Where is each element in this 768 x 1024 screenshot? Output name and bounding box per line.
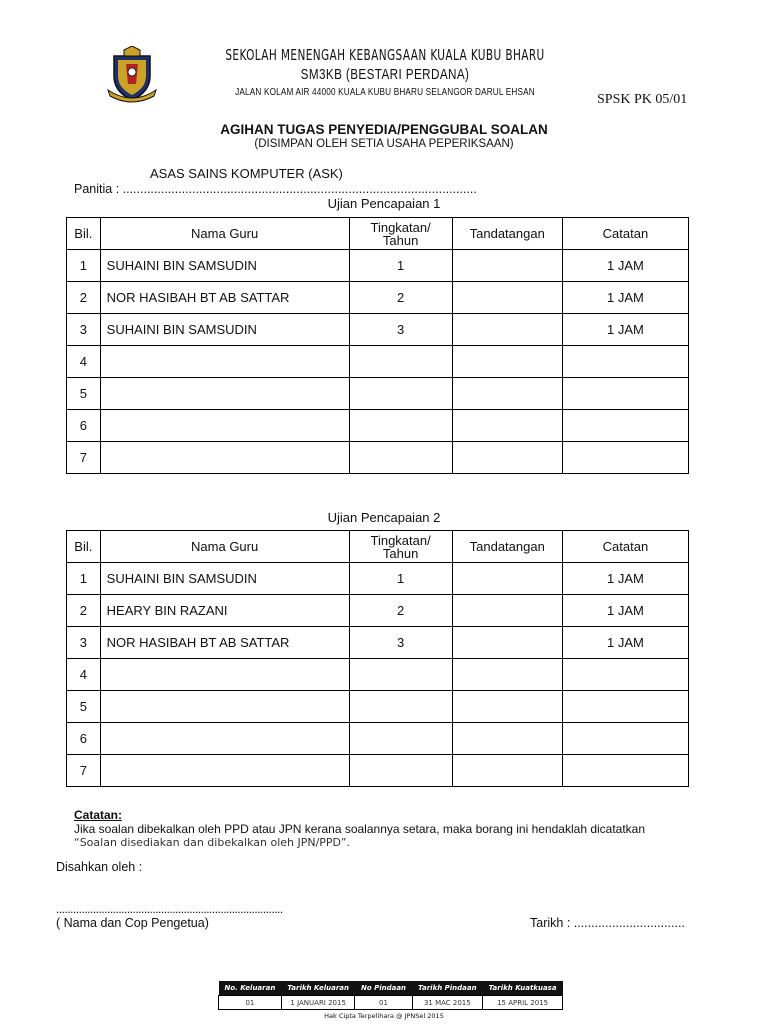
notes-heading: Catatan:	[74, 808, 123, 822]
cell-tandatangan	[452, 282, 562, 314]
doc-value-tarikh-pindaan: 31 MAC 2015	[412, 996, 483, 1010]
signature-line: ................................................................................	[56, 902, 283, 916]
col-header-tingkatan-line2: Tahun	[382, 232, 419, 248]
col-header-tandatangan: Tandatangan	[452, 218, 562, 250]
document-subtitle: (DISIMPAN OLEH SETIA USAHA PEPERIKSAAN)	[254, 138, 514, 150]
table-row	[67, 723, 689, 755]
cell-tingkatan	[349, 346, 452, 378]
cell-catatan	[562, 755, 688, 787]
cell-bil: 6	[67, 723, 101, 755]
cell-tingkatan	[349, 691, 452, 723]
doc-value-tarikh-kuatkuasa: 15 APRIL 2015	[483, 996, 563, 1010]
school-name: SEKOLAH MENENGAH KEBANGSAAN KUALA KUBU BHARU	[225, 46, 545, 64]
table-row	[67, 410, 689, 442]
cell-tingkatan: 1	[349, 250, 452, 282]
cell-nama	[100, 723, 349, 755]
cell-bil: 4	[67, 659, 101, 691]
table-row	[67, 595, 689, 627]
doc-control-header-row	[219, 981, 563, 996]
cell-bil: 6	[67, 410, 101, 442]
cell-catatan: 1 JAM	[562, 250, 688, 282]
cell-bil: 2	[67, 595, 101, 627]
cell-catatan	[562, 410, 688, 442]
cell-bil: 5	[67, 691, 101, 723]
cell-bil: 5	[67, 378, 101, 410]
cell-bil: 3	[67, 314, 101, 346]
cell-bil: 7	[67, 442, 101, 474]
col-header-catatan: Catatan	[562, 531, 688, 563]
table-row	[67, 563, 689, 595]
cell-nama: SUHAINI BIN SAMSUDIN	[100, 563, 349, 595]
date-field: Tarikh : ................................	[530, 916, 685, 930]
col-header-tingkatan	[349, 218, 452, 250]
cell-nama	[100, 378, 349, 410]
cell-tingkatan: 2	[349, 282, 452, 314]
table-row	[67, 691, 689, 723]
col-header-tandatangan: Tandatangan	[452, 531, 562, 563]
cell-tandatangan	[452, 442, 562, 474]
cell-nama	[100, 691, 349, 723]
cell-tandatangan	[452, 627, 562, 659]
table-row	[67, 250, 689, 282]
cell-tingkatan: 2	[349, 595, 452, 627]
cell-tingkatan: 3	[349, 627, 452, 659]
cell-nama: NOR HASIBAH BT AB SATTAR	[100, 282, 349, 314]
cell-tingkatan: 3	[349, 314, 452, 346]
form-code: SPSK PK 05/01	[597, 92, 688, 107]
doc-value-no-keluaran: 01	[219, 996, 282, 1010]
cell-catatan	[562, 442, 688, 474]
doc-header-no-keluaran: No. Keluaran	[219, 981, 282, 996]
doc-value-tarikh-keluaran: 1 JANUARI 2015	[281, 996, 355, 1010]
cell-catatan: 1 JAM	[562, 627, 688, 659]
cell-catatan	[562, 659, 688, 691]
cell-tandatangan	[452, 691, 562, 723]
cell-tandatangan	[452, 346, 562, 378]
cell-bil: 1	[67, 250, 101, 282]
cell-bil: 1	[67, 563, 101, 595]
cell-nama	[100, 410, 349, 442]
doc-header-tarikh-keluaran: Tarikh Keluaran	[281, 981, 355, 996]
test-1-table	[66, 217, 689, 474]
cell-nama	[100, 659, 349, 691]
cell-nama	[100, 755, 349, 787]
cell-bil: 3	[67, 627, 101, 659]
test-2-table	[66, 530, 689, 787]
notes-body	[74, 822, 734, 850]
col-header-tingkatan	[349, 531, 452, 563]
cell-bil: 7	[67, 755, 101, 787]
test-2-title: Ujian Pencapaian 2	[327, 510, 441, 525]
cell-tingkatan	[349, 755, 452, 787]
table-row	[67, 346, 689, 378]
cell-tandatangan	[452, 595, 562, 627]
cell-catatan	[562, 378, 688, 410]
copyright-notice: Hak Cipta Terpelihara @ JPNSel 2015	[324, 1012, 444, 1020]
doc-value-no-pindaan: 01	[355, 996, 412, 1010]
cell-catatan	[562, 691, 688, 723]
cell-nama: NOR HASIBAH BT AB SATTAR	[100, 627, 349, 659]
document-control-table	[218, 981, 563, 1010]
doc-header-tarikh-kuatkuasa: Tarikh Kuatkuasa	[483, 981, 563, 996]
document-title: AGIHAN TUGAS PENYEDIA/PENGGUBAL SOALAN	[220, 122, 548, 137]
cell-tandatangan	[452, 755, 562, 787]
col-header-tingkatan-line1: Tingkatan/	[370, 219, 431, 235]
school-address: JALAN KOLAM AIR 44000 KUALA KUBU BHARU SELANGOR DARUL EHSAN	[235, 87, 535, 98]
cell-nama: HEARY BIN RAZANI	[100, 595, 349, 627]
table-row	[67, 755, 689, 787]
table-row	[67, 282, 689, 314]
table-row	[67, 314, 689, 346]
panitia-field: Panitia : ......................................................................................................	[74, 182, 477, 196]
table-header-row	[67, 218, 689, 250]
cell-nama	[100, 442, 349, 474]
doc-header-no-pindaan: No Pindaan	[355, 981, 412, 996]
cell-tingkatan	[349, 442, 452, 474]
table-row	[67, 378, 689, 410]
cell-tingkatan	[349, 410, 452, 442]
school-short-name: SM3KB (BESTARI PERDANA)	[300, 66, 470, 83]
notes-line-2: “Soalan disediakan dan dibekalkan oleh JPN/PPD”.	[74, 836, 350, 849]
cell-nama: SUHAINI BIN SAMSUDIN	[100, 314, 349, 346]
cell-bil: 2	[67, 282, 101, 314]
cell-tandatangan	[452, 410, 562, 442]
signature-caption: ( Nama dan Cop Pengetua)	[56, 916, 209, 930]
col-header-bil: Bil.	[67, 218, 101, 250]
cell-catatan	[562, 723, 688, 755]
cell-catatan: 1 JAM	[562, 282, 688, 314]
cell-tandatangan	[452, 563, 562, 595]
cell-catatan: 1 JAM	[562, 595, 688, 627]
cell-tandatangan	[452, 378, 562, 410]
col-header-nama: Nama Guru	[100, 531, 349, 563]
cell-tandatangan	[452, 723, 562, 755]
cell-tingkatan	[349, 659, 452, 691]
cell-catatan: 1 JAM	[562, 563, 688, 595]
approval-label: Disahkan oleh :	[56, 860, 143, 874]
cell-catatan: 1 JAM	[562, 314, 688, 346]
cell-tandatangan	[452, 250, 562, 282]
cell-tandatangan	[452, 659, 562, 691]
table-row	[67, 442, 689, 474]
table-row	[67, 627, 689, 659]
col-header-tingkatan-line1: Tingkatan/	[370, 532, 431, 548]
cell-nama	[100, 346, 349, 378]
cell-tingkatan: 1	[349, 563, 452, 595]
test-1-title: Ujian Pencapaian 1	[327, 196, 441, 211]
cell-tingkatan	[349, 378, 452, 410]
cell-tandatangan	[452, 314, 562, 346]
doc-control-value-row	[219, 996, 563, 1010]
cell-tingkatan	[349, 723, 452, 755]
cell-catatan	[562, 346, 688, 378]
col-header-tingkatan-line2: Tahun	[382, 545, 419, 561]
col-header-bil: Bil.	[67, 531, 101, 563]
table-header-row	[67, 531, 689, 563]
col-header-nama: Nama Guru	[100, 218, 349, 250]
cell-nama: SUHAINI BIN SAMSUDIN	[100, 250, 349, 282]
school-crest-logo	[106, 46, 158, 106]
subject-name: ASAS SAINS KOMPUTER (ASK)	[150, 166, 343, 181]
table-row	[67, 659, 689, 691]
doc-header-tarikh-pindaan: Tarikh Pindaan	[412, 981, 483, 996]
notes-line-1: Jika soalan dibekalkan oleh PPD atau JPN kerana soalannya setara, maka borang ini hendaklah dicatatkan	[74, 822, 646, 836]
cell-bil: 4	[67, 346, 101, 378]
col-header-catatan: Catatan	[562, 218, 688, 250]
